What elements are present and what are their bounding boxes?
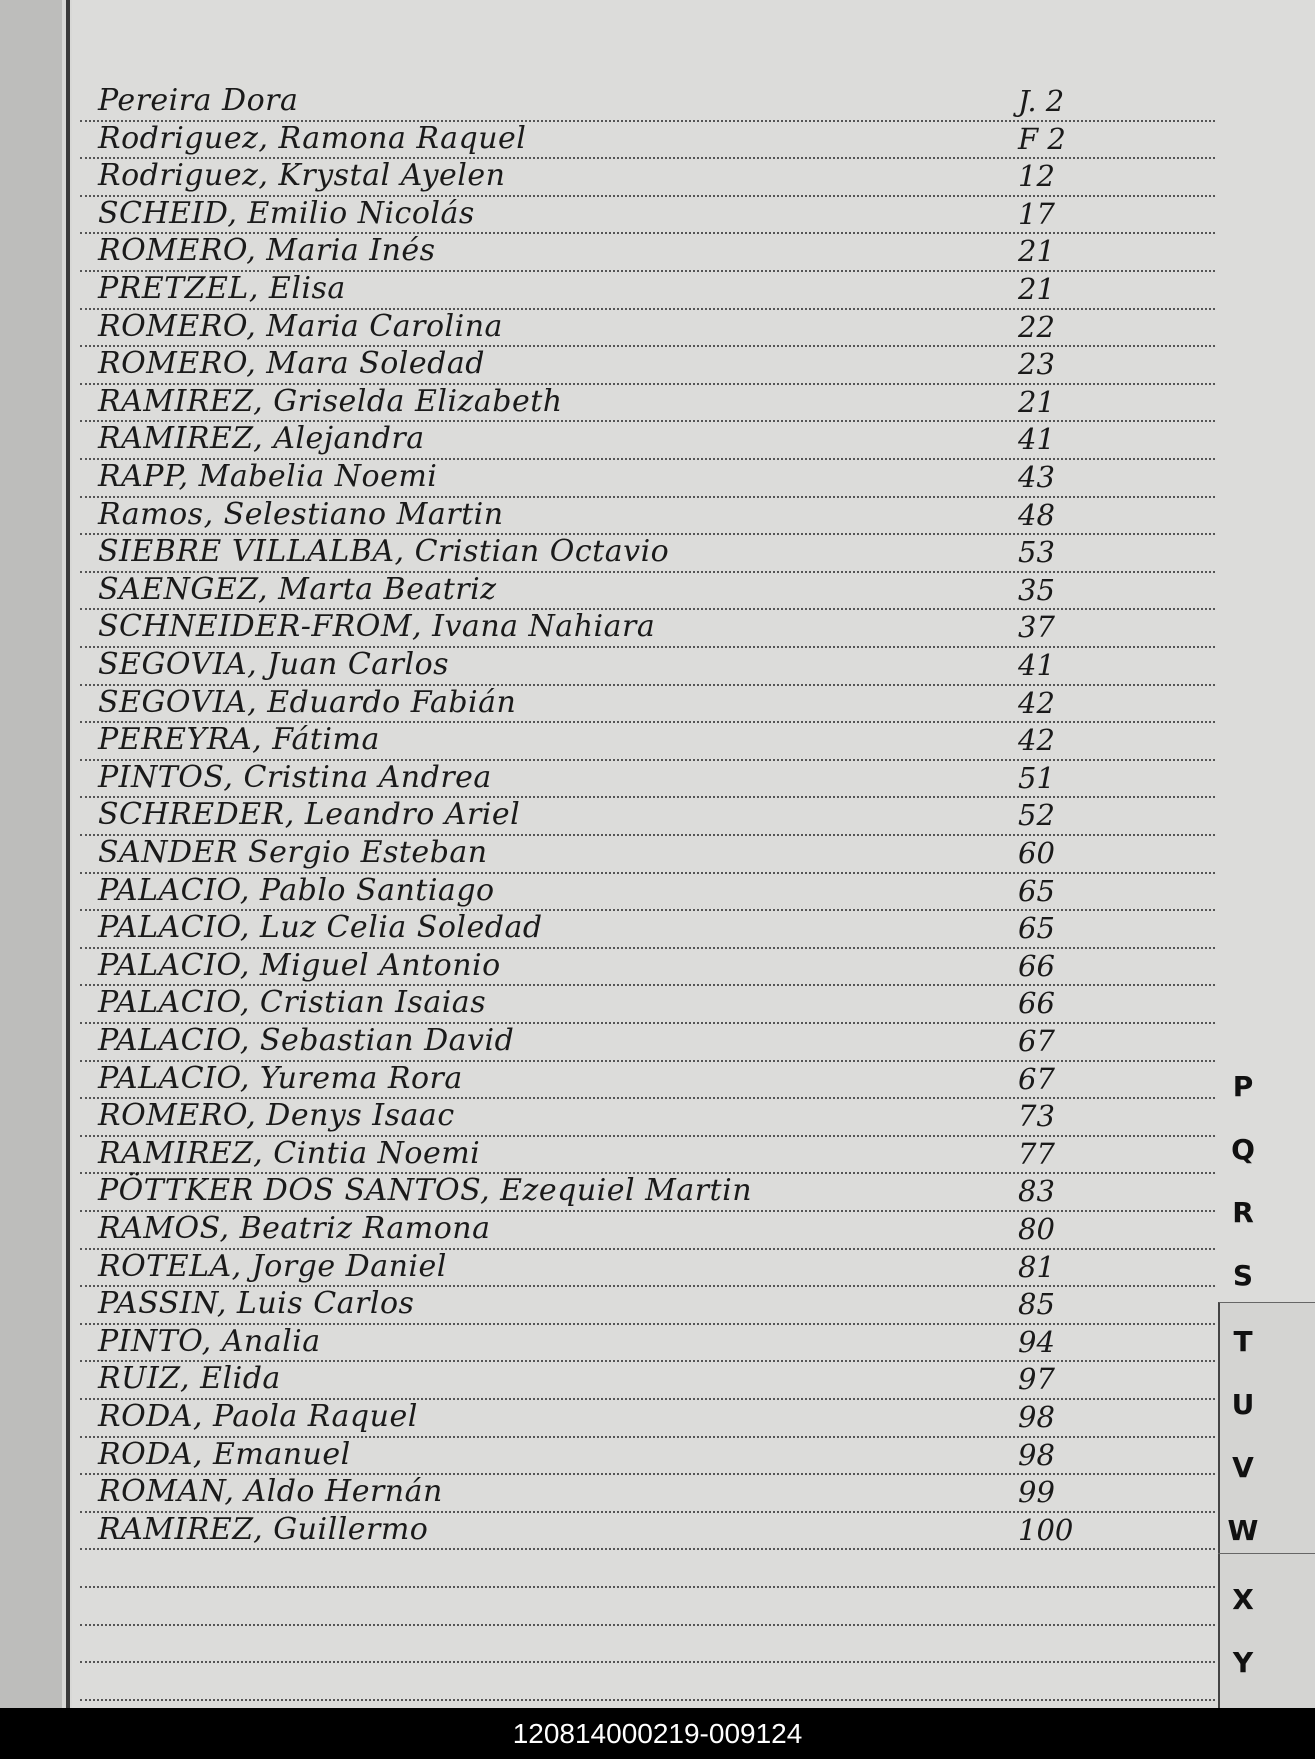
ruled-line <box>80 1624 1215 1626</box>
list-item <box>0 1360 1215 1398</box>
entry-name: RAPP, Mabelia Noemi <box>98 459 438 494</box>
entry-name: PÖTTKER DOS SANTOS, Ezequiel Martin <box>98 1173 753 1208</box>
index-tab-s[interactable]: S <box>1232 1259 1254 1292</box>
entry-number: 23 <box>1018 347 1055 381</box>
entry-number: 99 <box>1018 1475 1055 1509</box>
index-tab-v[interactable]: V <box>1232 1451 1254 1484</box>
entry-number: 80 <box>1018 1212 1055 1246</box>
list-item <box>0 120 1215 158</box>
list-item <box>0 834 1215 872</box>
entry-name: SEGOVIA, Eduardo Fabián <box>98 685 517 720</box>
entry-name: PALACIO, Pablo Santiago <box>98 873 495 908</box>
entry-name: SEGOVIA, Juan Carlos <box>98 647 450 682</box>
entry-number: 35 <box>1018 573 1055 607</box>
list-item <box>0 157 1215 195</box>
entry-name: RAMIREZ, Griselda Elizabeth <box>98 384 563 419</box>
entry-number: 67 <box>1018 1024 1055 1058</box>
list-item <box>0 1022 1215 1060</box>
list-item <box>0 646 1215 684</box>
entry-number: 97 <box>1018 1362 1055 1396</box>
list-item <box>0 1210 1215 1248</box>
entry-name: PALACIO, Yurema Rora <box>98 1061 463 1096</box>
list-item <box>0 195 1215 233</box>
entry-number: 66 <box>1018 986 1055 1020</box>
list-item <box>0 1285 1215 1323</box>
list-item <box>0 796 1215 834</box>
list-item <box>0 308 1215 346</box>
list-item <box>0 1511 1215 1549</box>
entry-name: Rodriguez, Krystal Ayelen <box>98 158 506 193</box>
entry-name: PEREYRA, Fátima <box>98 722 380 757</box>
entry-name: SCHREDER, Leandro Ariel <box>98 797 521 832</box>
list-item <box>0 1060 1215 1098</box>
list-item <box>0 684 1215 722</box>
list-item <box>0 721 1215 759</box>
list-item <box>0 496 1215 534</box>
entry-name: RAMIREZ, Guillermo <box>98 1512 429 1547</box>
entry-name: RAMOS, Beatriz Ramona <box>98 1211 491 1246</box>
entry-name: PALACIO, Luz Celia Soledad <box>98 910 543 945</box>
entry-number: 77 <box>1018 1137 1055 1171</box>
entry-number: F 2 <box>1018 122 1066 156</box>
entry-name: SANDER Sergio Esteban <box>98 835 488 870</box>
list-item <box>0 1172 1215 1210</box>
entry-number: 98 <box>1018 1438 1055 1472</box>
list-item <box>0 1135 1215 1173</box>
index-tab-q[interactable]: Q <box>1231 1133 1255 1166</box>
entry-number: 42 <box>1018 723 1055 757</box>
entry-name: PALACIO, Miguel Antonio <box>98 948 501 983</box>
ruled-line <box>80 1661 1215 1663</box>
entry-number: 73 <box>1018 1099 1055 1133</box>
entry-number: 12 <box>1018 159 1055 193</box>
entry-name: PALACIO, Cristian Isaias <box>98 985 487 1020</box>
list-item <box>0 872 1215 910</box>
entry-name: RODA, Emanuel <box>98 1437 351 1472</box>
entry-name: PRETZEL, Elisa <box>98 271 346 306</box>
list-item <box>0 232 1215 270</box>
list-item <box>0 420 1215 458</box>
entry-name: SIEBRE VILLALBA, Cristian Octavio <box>98 534 670 569</box>
entry-number: 21 <box>1018 385 1055 419</box>
entry-number: 17 <box>1018 197 1055 231</box>
entry-name: SAENGEZ, Marta Beatriz <box>98 572 497 607</box>
entry-name: Ramos, Selestiano Martin <box>98 497 504 532</box>
index-tab-w[interactable]: W <box>1227 1514 1259 1547</box>
index-tab-u[interactable]: U <box>1231 1388 1255 1421</box>
list-item <box>0 759 1215 797</box>
entry-name: RAMIREZ, Cintia Noemi <box>98 1136 481 1171</box>
list-item <box>0 1398 1215 1436</box>
entry-number: 43 <box>1018 460 1055 494</box>
entry-number: 66 <box>1018 949 1055 983</box>
entry-name: ROMERO, Maria Inés <box>98 233 436 268</box>
entry-number: 65 <box>1018 874 1055 908</box>
list-item <box>0 82 1215 120</box>
entry-number: 22 <box>1018 310 1055 344</box>
entry-number: 53 <box>1018 535 1055 569</box>
entry-number: 48 <box>1018 498 1055 532</box>
entry-number: 65 <box>1018 911 1055 945</box>
entry-number: 52 <box>1018 798 1055 832</box>
entry-number: 98 <box>1018 1400 1055 1434</box>
entry-number: 85 <box>1018 1287 1055 1321</box>
list-item <box>0 1248 1215 1286</box>
index-tab-p[interactable]: P <box>1232 1070 1254 1103</box>
entry-name: PINTOS, Cristina Andrea <box>98 760 492 795</box>
list-item <box>0 345 1215 383</box>
entry-number: J. 2 <box>1018 84 1065 118</box>
list-item <box>0 1323 1215 1361</box>
index-tab-r[interactable]: R <box>1232 1196 1254 1229</box>
ruled-line <box>80 1699 1215 1701</box>
entry-number: 41 <box>1018 648 1055 682</box>
list-item <box>0 458 1215 496</box>
list-item <box>0 909 1215 947</box>
entry-name: Rodriguez, Ramona Raquel <box>98 121 527 156</box>
list-item <box>0 1097 1215 1135</box>
index-tab-t[interactable]: T <box>1233 1325 1253 1358</box>
entry-name: ROMERO, Mara Soledad <box>98 346 485 381</box>
entry-name: RUIZ, Elida <box>98 1361 281 1396</box>
entry-name: RAMIREZ, Alejandra <box>98 421 425 456</box>
entry-number: 37 <box>1018 610 1055 644</box>
entry-name: PASSIN, Luis Carlos <box>98 1286 415 1321</box>
entry-number: 51 <box>1018 761 1055 795</box>
entry-name: SCHEID, Emilio Nicolás <box>98 196 475 231</box>
ruled-line <box>80 1586 1215 1588</box>
alphabet-index-divider <box>1218 1553 1315 1554</box>
list-item <box>0 608 1215 646</box>
list-item <box>0 1473 1215 1511</box>
entry-number: 41 <box>1018 422 1055 456</box>
entry-number: 60 <box>1018 836 1055 870</box>
entry-number: 83 <box>1018 1174 1055 1208</box>
list-item <box>0 270 1215 308</box>
entry-number: 42 <box>1018 686 1055 720</box>
list-item <box>0 984 1215 1022</box>
entry-name: Pereira Dora <box>98 83 299 118</box>
list-item <box>0 1436 1215 1474</box>
entry-name: SCHNEIDER-FROM, Ivana Nahiara <box>98 609 656 644</box>
entry-name: ROTELA, Jorge Daniel <box>98 1249 447 1284</box>
entry-name: PINTO, Analia <box>98 1324 321 1359</box>
entry-name: ROMAN, Aldo Hernán <box>98 1474 443 1509</box>
list-item <box>0 571 1215 609</box>
index-tab-y[interactable]: Y <box>1232 1646 1254 1679</box>
entry-number: 21 <box>1018 234 1055 268</box>
entry-name: PALACIO, Sebastian David <box>98 1023 515 1058</box>
document-id: 120814000219-009124 <box>512 1718 803 1749</box>
entry-number: 67 <box>1018 1062 1055 1096</box>
entry-name: RODA, Paola Raquel <box>98 1399 418 1434</box>
entry-number: 94 <box>1018 1325 1055 1359</box>
index-tab-x[interactable]: X <box>1232 1583 1254 1616</box>
entry-number: 81 <box>1018 1250 1055 1284</box>
entry-number: 21 <box>1018 272 1055 306</box>
entry-name: ROMERO, Denys Isaac <box>98 1098 455 1133</box>
list-item <box>0 383 1215 421</box>
entry-number: 100 <box>1018 1513 1074 1547</box>
list-item <box>0 947 1215 985</box>
entry-name: ROMERO, Maria Carolina <box>98 309 503 344</box>
list-item <box>0 533 1215 571</box>
